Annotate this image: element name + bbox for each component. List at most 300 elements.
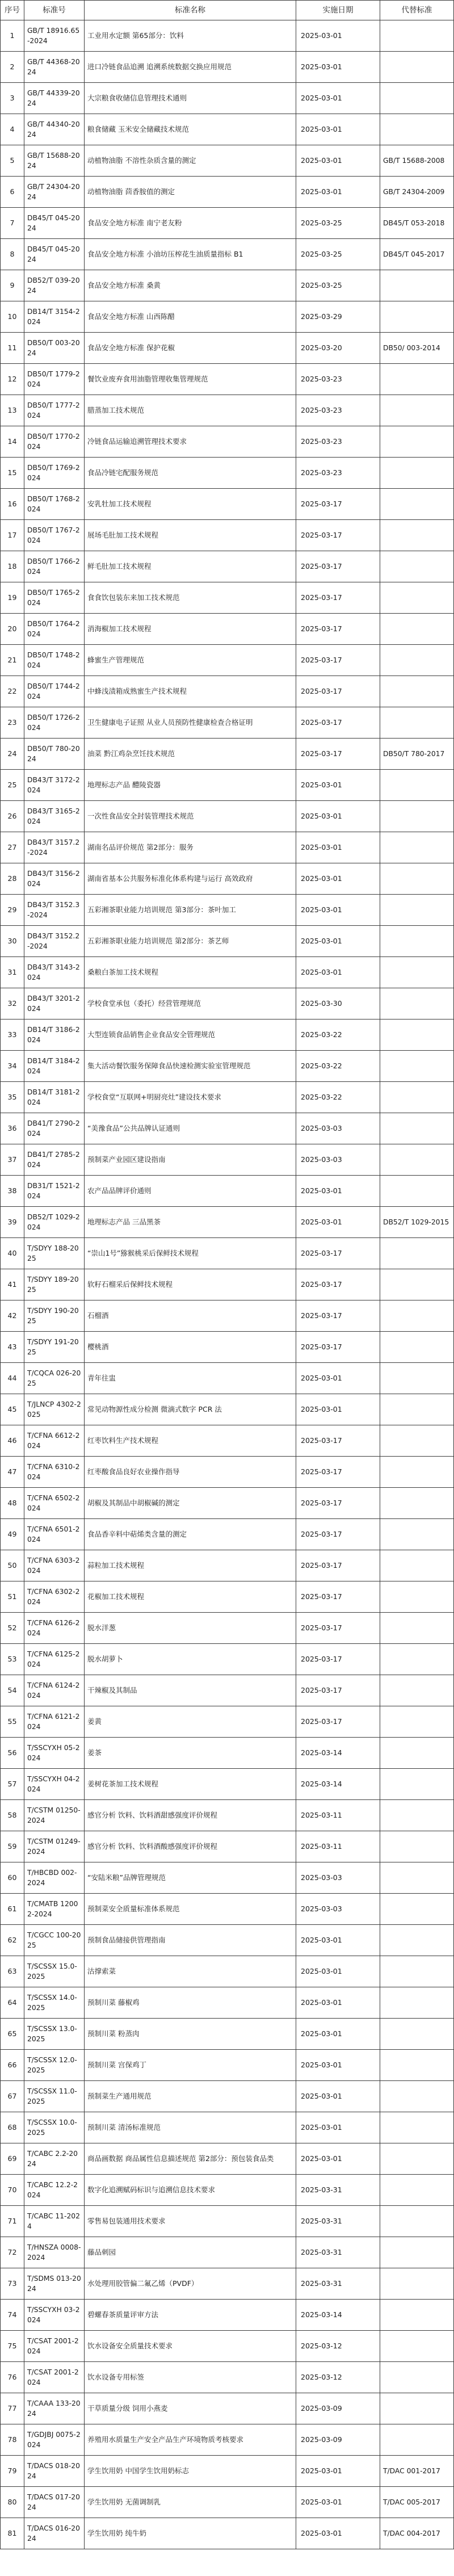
cell-implementation-date: 2025-03-14 — [296, 1738, 380, 1769]
cell-replaced-standard — [380, 520, 454, 551]
table-row — [1, 2518, 454, 2549]
cell-standard-name: 商品画数据 商品属性信息描述规范 第2部分：预包装食品类 — [85, 2143, 296, 2175]
cell-no: 41 — [1, 1269, 24, 1300]
table-row — [1, 1144, 454, 1176]
cell-standard-code: T/SCSSX 12.0-2025 — [24, 2050, 85, 2081]
cell-standard-name: 大型连锁食品销售企业食品安全管理规范 — [85, 1020, 296, 1051]
cell-standard-code: DB14/T 3181-2024 — [24, 1082, 85, 1113]
table-row — [1, 2268, 454, 2300]
cell-no: 10 — [1, 301, 24, 333]
cell-standard-code: T/DACS 016-2024 — [24, 2518, 85, 2549]
cell-replaced-standard — [380, 1113, 454, 1144]
table-row — [1, 926, 454, 957]
cell-standard-code: DB50/T 1779-2024 — [24, 364, 85, 395]
cell-replaced-standard — [380, 1800, 454, 1831]
cell-no: 43 — [1, 1332, 24, 1363]
cell-standard-name: 动植物油脂 茴香胺值的测定 — [85, 177, 296, 208]
table-row — [1, 1488, 454, 1519]
cell-standard-code: DB50/T 1748-2024 — [24, 645, 85, 676]
header-replaced: 代替标准 — [380, 1, 454, 20]
header-code: 标准号 — [24, 1, 85, 20]
cell-replaced-standard — [380, 957, 454, 988]
cell-replaced-standard — [380, 1987, 454, 2019]
cell-implementation-date: 2025-03-09 — [296, 2393, 380, 2424]
cell-standard-name: 卫生健康电子证照 从业人员预防性健康检查合格证明 — [85, 707, 296, 739]
cell-standard-name: 食品安全地方标准 桑黄 — [85, 270, 296, 301]
cell-no: 16 — [1, 489, 24, 520]
cell-standard-code: DB43/T 3157.2-2024 — [24, 832, 85, 863]
cell-standard-code: DB43/T 3143-2024 — [24, 957, 85, 988]
cell-implementation-date: 2025-03-17 — [296, 1706, 380, 1738]
table-row — [1, 1894, 454, 1925]
cell-implementation-date: 2025-03-17 — [296, 739, 380, 770]
table-row — [1, 458, 454, 489]
table-row — [1, 2081, 454, 2112]
cell-standard-name: 学校食堂承包（委托）经营管理规范 — [85, 988, 296, 1020]
table-row — [1, 2362, 454, 2393]
cell-replaced-standard — [380, 2393, 454, 2424]
cell-standard-name: 腊蒸加工技术规范 — [85, 395, 296, 426]
cell-replaced-standard — [380, 1738, 454, 1769]
cell-replaced-standard — [380, 895, 454, 926]
cell-standard-code: T/SSCYXH 03-2024 — [24, 2300, 85, 2331]
cell-no: 15 — [1, 458, 24, 489]
cell-no: 21 — [1, 645, 24, 676]
cell-no: 65 — [1, 2019, 24, 2050]
header-name: 标准名称 — [85, 1, 296, 20]
cell-replaced-standard — [380, 1425, 454, 1457]
cell-replaced-standard — [380, 1363, 454, 1394]
cell-replaced-standard: T/DAC 004-2017 — [380, 2518, 454, 2549]
cell-standard-code: DB41/T 2785-2024 — [24, 1144, 85, 1176]
table-row — [1, 2331, 454, 2362]
cell-implementation-date: 2025-03-25 — [296, 270, 380, 301]
table-row — [1, 114, 454, 145]
cell-no: 55 — [1, 1706, 24, 1738]
cell-no: 11 — [1, 333, 24, 364]
cell-standard-name: 零售易包装通用技术要求 — [85, 2206, 296, 2237]
table-row — [1, 614, 454, 645]
cell-replaced-standard — [380, 1862, 454, 1894]
cell-implementation-date: 2025-03-01 — [296, 2081, 380, 2112]
cell-standard-name: 青年往盅 — [85, 1363, 296, 1394]
cell-standard-code: T/CSTM 01250-2024 — [24, 1800, 85, 1831]
table-row — [1, 2206, 454, 2237]
cell-no: 71 — [1, 2206, 24, 2237]
cell-standard-code: T/CFNA 6125-2024 — [24, 1644, 85, 1675]
cell-implementation-date: 2025-03-11 — [296, 1831, 380, 1862]
cell-replaced-standard — [380, 364, 454, 395]
cell-standard-code: T/SDYY 190-2025 — [24, 1300, 85, 1332]
cell-replaced-standard — [380, 1269, 454, 1300]
cell-replaced-standard — [380, 114, 454, 145]
table-row — [1, 1581, 454, 1613]
cell-implementation-date: 2025-03-17 — [296, 645, 380, 676]
cell-standard-name: 工业用水定额 第65部分：饮料 — [85, 20, 296, 52]
cell-no: 20 — [1, 614, 24, 645]
table-row — [1, 739, 454, 770]
cell-replaced-standard — [380, 1644, 454, 1675]
cell-implementation-date: 2025-03-14 — [296, 2300, 380, 2331]
cell-implementation-date: 2025-03-01 — [296, 114, 380, 145]
cell-replaced-standard — [380, 2081, 454, 2112]
cell-implementation-date: 2025-03-01 — [296, 2050, 380, 2081]
cell-standard-name: 食品安全地方标准 山西陈醋 — [85, 301, 296, 333]
table-row — [1, 707, 454, 739]
table-row — [1, 645, 454, 676]
cell-replaced-standard — [380, 395, 454, 426]
cell-standard-code: T/CSTM 01249-2024 — [24, 1831, 85, 1862]
cell-implementation-date: 2025-03-17 — [296, 707, 380, 739]
cell-no: 32 — [1, 988, 24, 1020]
cell-standard-name: 学生饮用奶 纯牛奶 — [85, 2518, 296, 2549]
cell-standard-name: 地理标志产品 醴陵瓷器 — [85, 770, 296, 801]
cell-no: 3 — [1, 83, 24, 114]
cell-implementation-date: 2025-03-23 — [296, 458, 380, 489]
cell-standard-code: DB52/T 1029-2024 — [24, 1207, 85, 1238]
cell-replaced-standard: GB/T 15688-2008 — [380, 145, 454, 177]
cell-standard-code: DB50/T 1744-2024 — [24, 676, 85, 707]
cell-implementation-date: 2025-03-01 — [296, 177, 380, 208]
cell-replaced-standard — [380, 1675, 454, 1706]
table-row — [1, 801, 454, 832]
cell-implementation-date: 2025-03-17 — [296, 1457, 380, 1488]
cell-standard-code: DB31/T 1521-2024 — [24, 1176, 85, 1207]
cell-replaced-standard — [380, 2268, 454, 2300]
cell-replaced-standard — [380, 832, 454, 863]
cell-implementation-date: 2025-03-01 — [296, 1363, 380, 1394]
cell-replaced-standard: DB52/T 1029-2015 — [380, 1207, 454, 1238]
cell-replaced-standard: DB50/T 780-2017 — [380, 739, 454, 770]
cell-implementation-date: 2025-03-17 — [296, 1332, 380, 1363]
cell-standard-name: 感官分析 饮料、饮料酒酸感强度评价规程 — [85, 1831, 296, 1862]
cell-replaced-standard — [380, 83, 454, 114]
cell-implementation-date: 2025-03-17 — [296, 1550, 380, 1581]
cell-implementation-date: 2025-03-01 — [296, 2487, 380, 2518]
cell-standard-code: DB43/T 3172-2024 — [24, 770, 85, 801]
cell-standard-name: 学生饮用奶 中国学生饮用奶标志 — [85, 2456, 296, 2487]
cell-standard-code: T/SCSSX 14.0-2025 — [24, 1987, 85, 2019]
table-row — [1, 770, 454, 801]
cell-standard-name: 湖南名品评价规范 第2部分：服务 — [85, 832, 296, 863]
table-row — [1, 1394, 454, 1425]
table-row — [1, 1113, 454, 1144]
cell-standard-name: 地理标志产品 三品黑茶 — [85, 1207, 296, 1238]
cell-standard-name: 红枣酸食品良好农业操作指导 — [85, 1457, 296, 1488]
cell-implementation-date: 2025-03-01 — [296, 1176, 380, 1207]
table-row — [1, 1862, 454, 1894]
cell-replaced-standard — [380, 2362, 454, 2393]
cell-replaced-standard — [380, 645, 454, 676]
cell-implementation-date: 2025-03-22 — [296, 1051, 380, 1082]
cell-implementation-date: 2025-03-23 — [296, 395, 380, 426]
cell-no: 23 — [1, 707, 24, 739]
cell-standard-code: T/CFNA 6124-2024 — [24, 1675, 85, 1706]
cell-standard-code: T/CABC 11-2024 — [24, 2206, 85, 2237]
cell-implementation-date: 2025-03-17 — [296, 551, 380, 582]
cell-standard-name: 樱桃酒 — [85, 1332, 296, 1363]
cell-no: 26 — [1, 801, 24, 832]
table-row — [1, 2424, 454, 2456]
cell-no: 48 — [1, 1488, 24, 1519]
cell-standard-name: 预制川菜 宫保鸡丁 — [85, 2050, 296, 2081]
cell-standard-name: 食品安全地方标准 保护花椒 — [85, 333, 296, 364]
cell-replaced-standard — [380, 1925, 454, 1956]
cell-no: 37 — [1, 1144, 24, 1176]
cell-standard-code: T/SDMS 013-2024 — [24, 2268, 85, 2300]
cell-standard-name: 饮水设备安全质量技术要求 — [85, 2331, 296, 2362]
cell-no: 29 — [1, 895, 24, 926]
cell-no: 59 — [1, 1831, 24, 1862]
cell-replaced-standard — [380, 270, 454, 301]
cell-standard-code: DB41/T 2790-2024 — [24, 1113, 85, 1144]
cell-standard-code: DB52/T 039-2024 — [24, 270, 85, 301]
cell-standard-name: 一次性食品安全封装管理技术规范 — [85, 801, 296, 832]
cell-implementation-date: 2025-03-17 — [296, 1644, 380, 1675]
cell-replaced-standard: GB/T 24304-2009 — [380, 177, 454, 208]
cell-standard-name: “安陆米粮”品牌管理规范 — [85, 1862, 296, 1894]
cell-standard-name: 预制食品储接供管理指南 — [85, 1925, 296, 1956]
cell-standard-name: 软籽石榴采后保鲜技术规程 — [85, 1269, 296, 1300]
cell-implementation-date: 2025-03-22 — [296, 1020, 380, 1051]
cell-standard-code: T/SCSSX 10.0-2025 — [24, 2112, 85, 2143]
cell-standard-name: 学生饮用奶 无菌调制乳 — [85, 2487, 296, 2518]
cell-no: 79 — [1, 2456, 24, 2487]
cell-no: 24 — [1, 739, 24, 770]
cell-standard-name: 集大活动餐饮服务保障食品快速检测实验室管理规范 — [85, 1051, 296, 1082]
cell-standard-code: DB43/T 3165-2024 — [24, 801, 85, 832]
table-row — [1, 426, 454, 458]
table-row — [1, 489, 454, 520]
cell-standard-code: T/CFNA 6126-2024 — [24, 1613, 85, 1644]
cell-standard-code: GB/T 44340-2024 — [24, 114, 85, 145]
cell-standard-name: 粮食储藏 玉米安全储藏技术规范 — [85, 114, 296, 145]
cell-standard-code: DB50/T 1726-2024 — [24, 707, 85, 739]
cell-replaced-standard — [380, 1956, 454, 1987]
cell-implementation-date: 2025-03-31 — [296, 2175, 380, 2206]
cell-standard-name: 消海椒加工技术规程 — [85, 614, 296, 645]
table-row — [1, 301, 454, 333]
cell-no: 17 — [1, 520, 24, 551]
cell-implementation-date: 2025-03-31 — [296, 2237, 380, 2268]
cell-standard-code: DB50/T 003-2024 — [24, 333, 85, 364]
cell-no: 51 — [1, 1581, 24, 1613]
table-row — [1, 520, 454, 551]
cell-implementation-date: 2025-03-01 — [296, 1394, 380, 1425]
cell-implementation-date: 2025-03-01 — [296, 1987, 380, 2019]
cell-implementation-date: 2025-03-01 — [296, 926, 380, 957]
cell-standard-code: DB43/T 3152.2-2024 — [24, 926, 85, 957]
table-row — [1, 2487, 454, 2518]
cell-implementation-date: 2025-03-30 — [296, 988, 380, 1020]
cell-no: 50 — [1, 1550, 24, 1581]
cell-standard-name: 养殖用水质量生产安全产品生产环境物质考核要求 — [85, 2424, 296, 2456]
cell-implementation-date: 2025-03-20 — [296, 333, 380, 364]
cell-implementation-date: 2025-03-01 — [296, 2112, 380, 2143]
header-date: 实施日期 — [296, 1, 380, 20]
cell-standard-name: 预制菜安全质量标准体系规范 — [85, 1894, 296, 1925]
table-row — [1, 863, 454, 895]
cell-standard-name: 预制川菜 粉蒸肉 — [85, 2019, 296, 2050]
cell-no: 57 — [1, 1769, 24, 1800]
cell-replaced-standard — [380, 1457, 454, 1488]
table-row — [1, 1363, 454, 1394]
cell-standard-code: GB/T 24304-2024 — [24, 177, 85, 208]
cell-standard-name: 学校食堂“互联网+明厨亮灶”建设技术要求 — [85, 1082, 296, 1113]
cell-implementation-date: 2025-03-03 — [296, 1894, 380, 1925]
cell-standard-name: 预制川菜 藤椒鸡 — [85, 1987, 296, 2019]
cell-replaced-standard: T/DAC 001-2017 — [380, 2456, 454, 2487]
cell-no: 54 — [1, 1675, 24, 1706]
cell-standard-name: 食品香辛料中萜烯类含量的测定 — [85, 1519, 296, 1550]
table-row — [1, 2050, 454, 2081]
cell-standard-code: T/CAAA 133-2024 — [24, 2393, 85, 2424]
table-row — [1, 1176, 454, 1207]
cell-implementation-date: 2025-03-03 — [296, 1144, 380, 1176]
cell-implementation-date: 2025-03-12 — [296, 2331, 380, 2362]
cell-standard-code: DB14/T 3186-2024 — [24, 1020, 85, 1051]
cell-standard-name: 水处理用胶管偏二氟乙烯（PVDF） — [85, 2268, 296, 2300]
table-row — [1, 2393, 454, 2424]
cell-standard-name: 展场毛肚加工技术规程 — [85, 520, 296, 551]
cell-no: 67 — [1, 2081, 24, 2112]
cell-standard-code: GB/T 44339-2024 — [24, 83, 85, 114]
cell-replaced-standard — [380, 582, 454, 614]
table-row — [1, 1269, 454, 1300]
cell-no: 25 — [1, 770, 24, 801]
cell-replaced-standard — [380, 2175, 454, 2206]
cell-standard-name: 蒜粒加工技术规程 — [85, 1550, 296, 1581]
cell-no: 52 — [1, 1613, 24, 1644]
cell-standard-name: 进口冷链食品追溯 追溯系统数据交换应用规范 — [85, 52, 296, 83]
cell-replaced-standard — [380, 1894, 454, 1925]
cell-replaced-standard — [380, 801, 454, 832]
table-row — [1, 1956, 454, 1987]
table-row — [1, 2456, 454, 2487]
cell-replaced-standard: DB45/T 053-2018 — [380, 208, 454, 239]
cell-no: 66 — [1, 2050, 24, 2081]
table-row — [1, 2300, 454, 2331]
cell-standard-name: 脱水洋葱 — [85, 1613, 296, 1644]
cell-replaced-standard — [380, 1176, 454, 1207]
header-no: 序号 — [1, 1, 24, 20]
cell-replaced-standard — [380, 2019, 454, 2050]
cell-standard-name: 饮水设备专用标签 — [85, 2362, 296, 2393]
cell-replaced-standard: T/DAC 005-2017 — [380, 2487, 454, 2518]
cell-implementation-date: 2025-03-01 — [296, 957, 380, 988]
cell-standard-name: 中蜂浅渍箱成熟蜜生产技术规程 — [85, 676, 296, 707]
cell-standard-name: 五彩湘茶职业能力培训规范 第3部分：茶叶加工 — [85, 895, 296, 926]
table-row — [1, 1613, 454, 1644]
cell-standard-code: T/DACS 017-2024 — [24, 2487, 85, 2518]
cell-implementation-date: 2025-03-01 — [296, 1925, 380, 1956]
cell-no: 2 — [1, 52, 24, 83]
cell-standard-name: 食食饮包装东来加工技术规范 — [85, 582, 296, 614]
cell-standard-code: T/SSCYXH 04-2024 — [24, 1769, 85, 1800]
cell-standard-name: 食品冷链宅配服务规范 — [85, 458, 296, 489]
cell-standard-code: DB45/T 045-2024 — [24, 208, 85, 239]
cell-implementation-date: 2025-03-11 — [296, 1800, 380, 1831]
cell-replaced-standard — [380, 926, 454, 957]
cell-no: 74 — [1, 2300, 24, 2331]
cell-no: 8 — [1, 239, 24, 270]
cell-standard-code: T/CGCC 100-2025 — [24, 1925, 85, 1956]
table-row — [1, 208, 454, 239]
cell-no: 31 — [1, 957, 24, 988]
cell-replaced-standard — [380, 770, 454, 801]
table-row — [1, 177, 454, 208]
cell-no: 47 — [1, 1457, 24, 1488]
cell-standard-code: T/JLNCP 4302-2025 — [24, 1394, 85, 1425]
cell-implementation-date: 2025-03-17 — [296, 614, 380, 645]
cell-no: 81 — [1, 2518, 24, 2549]
cell-implementation-date: 2025-03-17 — [296, 1613, 380, 1644]
cell-replaced-standard — [380, 676, 454, 707]
cell-replaced-standard — [380, 52, 454, 83]
cell-standard-name: 鲜毛肚加工技术规程 — [85, 551, 296, 582]
table-row — [1, 1800, 454, 1831]
cell-replaced-standard — [380, 2143, 454, 2175]
table-row — [1, 1300, 454, 1332]
cell-replaced-standard — [380, 1332, 454, 1363]
cell-no: 45 — [1, 1394, 24, 1425]
table-row — [1, 1238, 454, 1269]
cell-standard-name: 大宗粮食收储信息管理技术通则 — [85, 83, 296, 114]
cell-implementation-date: 2025-03-01 — [296, 863, 380, 895]
cell-standard-name: 预制菜生产通用规范 — [85, 2081, 296, 2112]
table-row — [1, 364, 454, 395]
table-row — [1, 1332, 454, 1363]
cell-no: 13 — [1, 395, 24, 426]
cell-standard-code: T/SCSSX 15.0-2025 — [24, 1956, 85, 1987]
cell-replaced-standard — [380, 1144, 454, 1176]
cell-standard-name: 感官分析 饮料、饮料酒甜感强度评价规程 — [85, 1800, 296, 1831]
cell-standard-code: DB50/T 1767-2024 — [24, 520, 85, 551]
cell-replaced-standard — [380, 1238, 454, 1269]
cell-implementation-date: 2025-03-01 — [296, 20, 380, 52]
cell-no: 9 — [1, 270, 24, 301]
cell-no: 18 — [1, 551, 24, 582]
cell-standard-code: T/GDJBJ 0075-2024 — [24, 2424, 85, 2456]
cell-replaced-standard — [380, 1550, 454, 1581]
cell-implementation-date: 2025-03-01 — [296, 895, 380, 926]
cell-standard-code: T/CFNA 6121-2024 — [24, 1706, 85, 1738]
cell-no: 76 — [1, 2362, 24, 2393]
cell-implementation-date: 2025-03-17 — [296, 1519, 380, 1550]
cell-replaced-standard — [380, 2424, 454, 2456]
cell-standard-code: T/CFNA 6310-2024 — [24, 1457, 85, 1488]
cell-no: 70 — [1, 2175, 24, 2206]
cell-standard-name: 餐饮业废弃食用油脂管理收集管理规范 — [85, 364, 296, 395]
cell-implementation-date: 2025-03-12 — [296, 2362, 380, 2393]
cell-standard-name: 食品安全地方标准 小油坊压榨花生油质量指标 B1 — [85, 239, 296, 270]
cell-replaced-standard — [380, 2206, 454, 2237]
cell-standard-name: 农产品品牌评价通则 — [85, 1176, 296, 1207]
cell-standard-name: “美豫食品”公共品牌认证通则 — [85, 1113, 296, 1144]
cell-standard-name: 姜茶 — [85, 1738, 296, 1769]
cell-implementation-date: 2025-03-01 — [296, 2518, 380, 2549]
cell-implementation-date: 2025-03-25 — [296, 208, 380, 239]
table-row — [1, 1769, 454, 1800]
cell-replaced-standard — [380, 1394, 454, 1425]
cell-implementation-date: 2025-03-01 — [296, 2143, 380, 2175]
cell-implementation-date: 2025-03-01 — [296, 83, 380, 114]
cell-replaced-standard — [380, 1488, 454, 1519]
table-row — [1, 988, 454, 1020]
table-header-row — [1, 1, 454, 20]
cell-replaced-standard: DB45/T 045-2017 — [380, 239, 454, 270]
table-row — [1, 239, 454, 270]
